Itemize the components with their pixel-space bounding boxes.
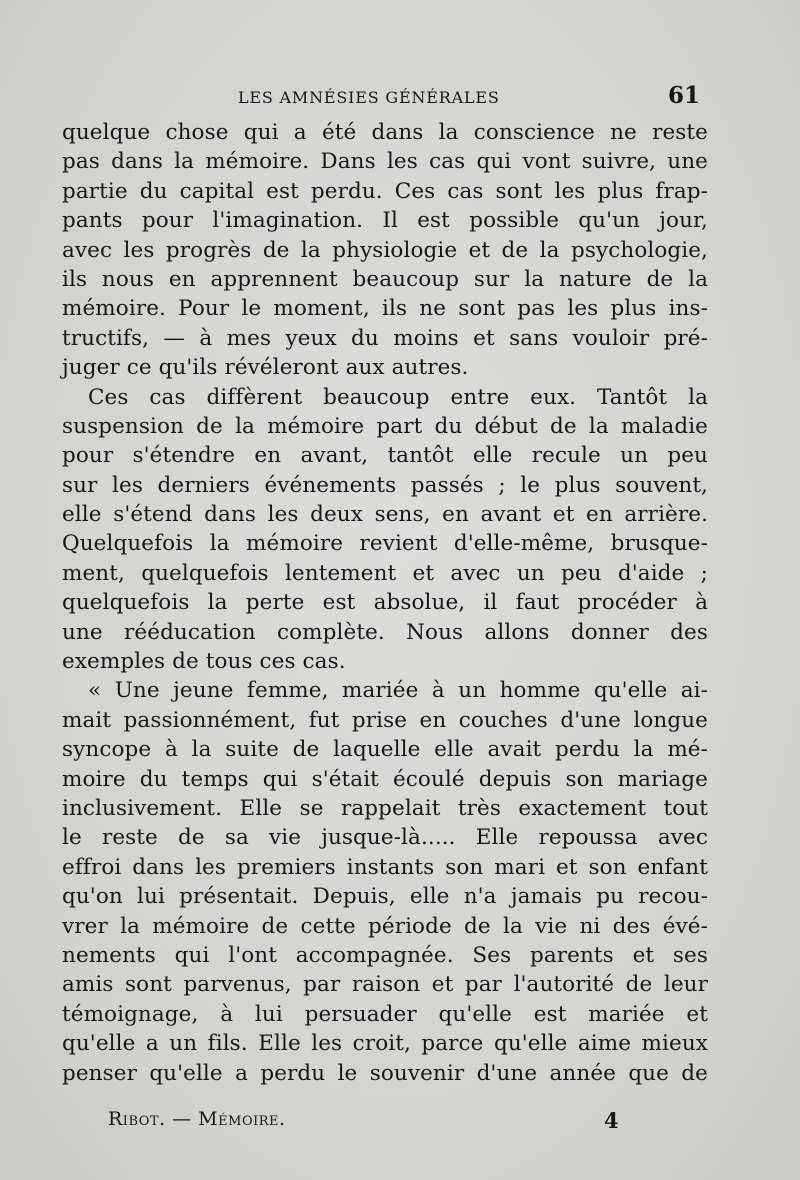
text-line: pants pour l'imagination. Il est possible qu'un jour,: [62, 208, 708, 234]
text-line: « Une jeune femme, mariée à un homme qu'elle ai-: [88, 678, 708, 704]
text-line: une rééducation complète. Nous allons donner des: [62, 619, 708, 645]
text-line: juger ce qu'ils révéleront aux autres.: [62, 355, 469, 381]
text-line: exemples de tous ces cas.: [62, 649, 346, 675]
signature-mark: 4: [604, 1108, 619, 1133]
text-line: inclusivement. Elle se rappelait très exactement tout: [62, 795, 708, 821]
text-line: syncope à la suite de laquelle elle avait perdu la mé-: [62, 737, 708, 763]
text-line: qu'elle a un fils. Elle les croit, parce qu'elle aime mieux: [62, 1031, 708, 1057]
text-line: mait passionnément, fut prise en couches d'une longue: [62, 707, 708, 733]
body-text: [62, 118, 708, 1088]
text-line: elle s'étend dans les deux sens, en avant et en arrière.: [62, 502, 708, 528]
text-line: quelque chose qui a été dans la conscience ne reste: [62, 120, 708, 145]
text-line: sur les derniers événements passés ; le plus souvent,: [62, 472, 708, 498]
text-line: effroi dans les premiers instants son mari et son enfant: [62, 854, 708, 880]
text-line: partie du capital est perdu. Ces cas sont les plus frap-: [62, 178, 708, 204]
text-line: ment, quelquefois lentement et avec un peu d'aide ;: [62, 560, 708, 586]
text-line: amis sont parvenus, par raison et par l'autorité de leur: [62, 972, 708, 998]
running-title: LES AMNÉSIES GÉNÉRALES: [238, 88, 500, 107]
text-line: le reste de sa vie jusque-là..... Elle repoussa avec: [62, 825, 708, 851]
text-line: moire du temps qui s'était écoulé depuis son mariage: [62, 766, 708, 792]
text-line: pour s'étendre en avant, tantôt elle recule un peu: [62, 443, 708, 469]
signature-line: Ribot. — Mémoire.: [108, 1108, 286, 1130]
text-line: qu'on lui présentait. Depuis, elle n'a jamais pu recou-: [62, 884, 708, 910]
text-line: vrer la mémoire de cette période de la vie ni des évé-: [62, 913, 708, 939]
page-number: 61: [668, 82, 701, 109]
text-line: pas dans la mémoire. Dans les cas qui vont suivre, une: [62, 149, 708, 175]
text-line: Quelquefois la mémoire revient d'elle-même, brusque-: [62, 531, 708, 557]
text-line: penser qu'elle a perdu le souvenir d'une année que de: [62, 1060, 708, 1086]
text-line: suspension de la mémoire part du début de la maladie: [62, 413, 708, 439]
text-line: témoignage, à lui persuader qu'elle est mariée et: [62, 1001, 708, 1027]
text-line: avec les progrès de la physiologie et de la psychologie,: [62, 237, 708, 263]
text-line: tructifs, — à mes yeux du moins et sans vouloir pré-: [62, 325, 708, 351]
page-footer: [108, 1108, 628, 1138]
text-line: Ces cas diffèrent beaucoup entre eux. Tantôt la: [88, 384, 708, 410]
text-line: nements qui l'ont accompagnée. Ses parents et ses: [62, 942, 708, 968]
text-line: quelquefois la perte est absolue, il faut procéder à: [62, 590, 708, 616]
text-line: ils nous en apprennent beaucoup sur la nature de la: [62, 266, 708, 292]
text-line: mémoire. Pour le moment, ils ne sont pas les plus ins-: [62, 296, 708, 322]
